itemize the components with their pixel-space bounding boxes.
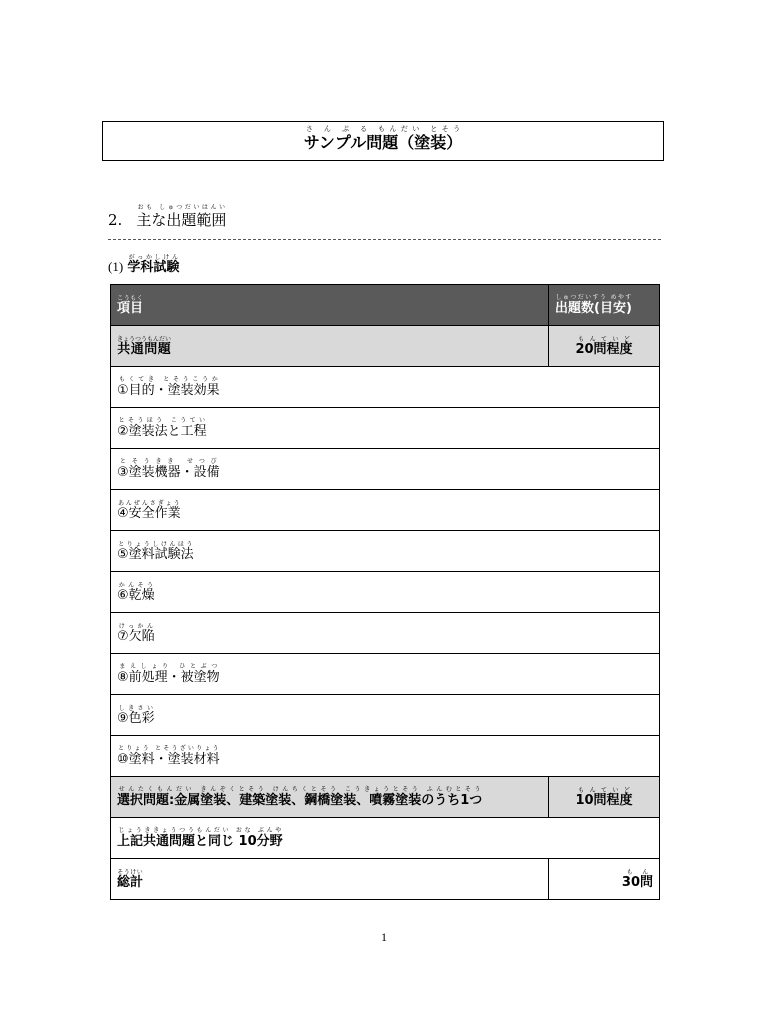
subsection-title: 学科試験 (127, 260, 180, 275)
total-label: 総計そうけい (111, 859, 549, 900)
common-questions-row (111, 326, 660, 367)
common-questions-count: 20問程度もんていど (549, 326, 660, 367)
total-row (111, 859, 660, 900)
header-count: 出題数(目安)しゅつだいすう めやす (549, 285, 660, 326)
table-row (111, 695, 660, 736)
total-count: 30問もん (549, 859, 660, 900)
list-item: ⑦欠陥けっかん (111, 613, 660, 654)
page-title: サンプル問題（塗装）さ ん ぷ る もんだい とそう (303, 125, 463, 152)
table-row (111, 736, 660, 777)
list-item: ③塗装機器・設備とそうきき せつび (111, 449, 660, 490)
list-item: ④安全作業あんぜんさぎょう (111, 490, 660, 531)
page-number: 1 (381, 930, 387, 944)
table-row (111, 654, 660, 695)
elective-item: 上記共通問題と同じ 10分野じょうききょうつうもんだい おな ぶんや (111, 818, 660, 859)
exam-scope-table (110, 284, 660, 900)
subsection-ruby: がっかしけん (127, 254, 180, 261)
table-row (111, 531, 660, 572)
section-heading (108, 204, 226, 230)
title-ruby: さ ん ぷ る もんだい とそう (303, 125, 463, 133)
table-row (111, 572, 660, 613)
table-row (111, 490, 660, 531)
section-number: 2. (108, 211, 123, 229)
elective-questions-count: 10問程度もんていど (549, 777, 660, 818)
list-item: ⑥乾燥かんそう (111, 572, 660, 613)
title-box (102, 121, 664, 161)
table-row (111, 408, 660, 449)
list-item: ⑩塗料・塗装材料とりょう とそうざいりょう (111, 736, 660, 777)
section-ruby: おも しゅつだいはんい (136, 204, 227, 211)
elective-questions-row (111, 777, 660, 818)
subsection-label: (1) (108, 259, 124, 274)
list-item: ⑨色彩しきさい (111, 695, 660, 736)
list-item: ②塗装法と工程とそうほう こうてい (111, 408, 660, 449)
section-title: 主な出題範囲 (136, 211, 227, 229)
list-item: ⑧前処理・被塗物まえしょり ひとぶつ (111, 654, 660, 695)
list-item: ①目的・塗装効果もくてき とそうこうか (111, 367, 660, 408)
table-row (111, 449, 660, 490)
dashed-divider (108, 239, 661, 240)
table-row (111, 613, 660, 654)
list-item: ⑤塗料試験法とりょうしけんほう (111, 531, 660, 572)
table-header-row (111, 285, 660, 326)
subsection-heading (108, 254, 179, 275)
table-row (111, 367, 660, 408)
table-row (111, 818, 660, 859)
elective-questions-label: 選択問題:金属塗装、建築塗装、鋼橋塗装、噴霧塗装のうち1つせんたくもんだい きんぞくとそう けんちくとそう こうきょうとそう ふんむとそう (111, 777, 549, 818)
common-questions-label: 共通問題きょうつうもんだい (111, 326, 549, 367)
header-item: 項目こうもく (111, 285, 549, 326)
